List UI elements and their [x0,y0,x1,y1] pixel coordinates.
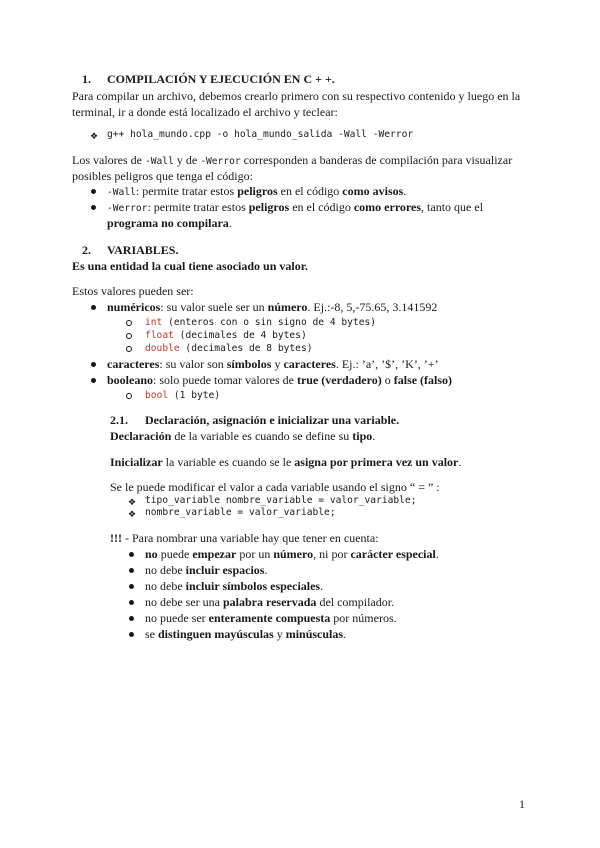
section-2-number: 2. [82,243,91,257]
diamond-bullet-icon: ❖ [128,497,137,507]
compile-command: g++ hola_mundo.cpp -o hola_mundo_salida -Wall -Werror [107,129,414,140]
bullet-icon [91,305,96,310]
paragraph-line: Para compilar un archivo, debemos crearlo primero con su respectivo contenido y luego en la [72,89,521,103]
bullet-icon [91,378,96,383]
diamond-bullet-icon: ❖ [128,509,137,519]
type-bool: bool (1 byte) [145,390,221,401]
section-2-title: VARIABLES. [107,243,179,257]
bullet-icon [91,362,96,367]
list-item-wall: -Wall: permite tratar estos peligros en el código como avisos. [107,184,407,198]
section-2-1-number: 2.1. [110,413,128,427]
warning-text: !!! - Para nombrar una variable hay que tener en cuenta: [110,531,379,545]
circle-bullet-icon [126,333,132,339]
rule-item: no puede empezar por un número, ni por carácter especial. [145,547,439,561]
code-line-2: nombre_variable = valor_variable; [145,507,336,518]
list-item-werror: -Werror: permite tratar estos peligros en el código como errores, tanto que el [107,200,484,214]
diamond-bullet-icon: ❖ [90,131,99,141]
bullet-icon [129,616,134,621]
circle-bullet-icon [126,346,132,352]
bullet-icon [129,632,134,637]
page-number: 1 [519,797,525,811]
circle-bullet-icon [126,320,132,326]
bullet-icon [129,568,134,573]
paragraph-line: Estos valores pueden ser: [72,284,194,298]
section-1-number: 1. [82,72,91,86]
rule-item: no puede ser enteramente compuesta por números. [145,611,397,625]
bullet-icon [91,189,96,194]
list-item-werror-cont: programa no compilara. [107,216,232,230]
initialize-text: Inicializar la variable es cuando se le asigna por primera vez un valor. [110,455,462,469]
modify-text: Se le puede modificar el valor a cada variable usando el signo “ = ” : [110,480,440,494]
declaration-text: Declaración de la variable es cuando se define su tipo. [110,429,376,443]
rule-item: no debe ser una palabra reservada del compilador. [145,595,395,609]
type-float: float (decimales de 4 bytes) [145,330,307,341]
variable-definition: Es una entidad la cual tiene asociado un valor. [72,259,308,273]
paragraph-line: terminal, ir a donde está localizado el archivo y teclear: [72,105,338,119]
type-int: int (enteros con o sin signo de 4 bytes) [145,317,377,328]
bullet-icon [91,205,96,210]
rule-item: se distinguen mayúsculas y minúsculas. [145,627,347,641]
section-2-1-title: Declaración, asignación e inicializar una variable. [145,413,400,427]
bullet-icon [129,584,134,589]
paragraph-line: Los valores de -Wall y de -Werror corresponden a banderas de compilación para visualizar [72,153,513,167]
rule-item: no debe incluir símbolos especiales. [145,579,324,593]
rule-item: no debe incluir espacios. [145,563,268,577]
type-double: double (decimales de 8 bytes) [145,343,313,354]
list-item-numericos: numéricos: su valor suele ser un número. Ej.:-8, 5,-75.65, 3.141592 [107,300,438,314]
section-1-title: COMPILACIÓN Y EJECUCIÓN EN C + +. [107,72,335,86]
paragraph-line: posibles peligros que tenga el código: [72,169,253,183]
circle-bullet-icon [126,393,132,399]
bullet-icon [129,600,134,605]
code-line-1: tipo_variable nombre_variable = valor_variable; [145,495,417,506]
list-item-booleano: booleano: solo puede tomar valores de true (verdadero) o false (falso) [107,373,453,387]
list-item-caracteres: caracteres: su valor son símbolos y caracteres. Ej.: ’a’, ’$’, ’K’, ’+’ [107,357,439,371]
bullet-icon [129,552,134,557]
